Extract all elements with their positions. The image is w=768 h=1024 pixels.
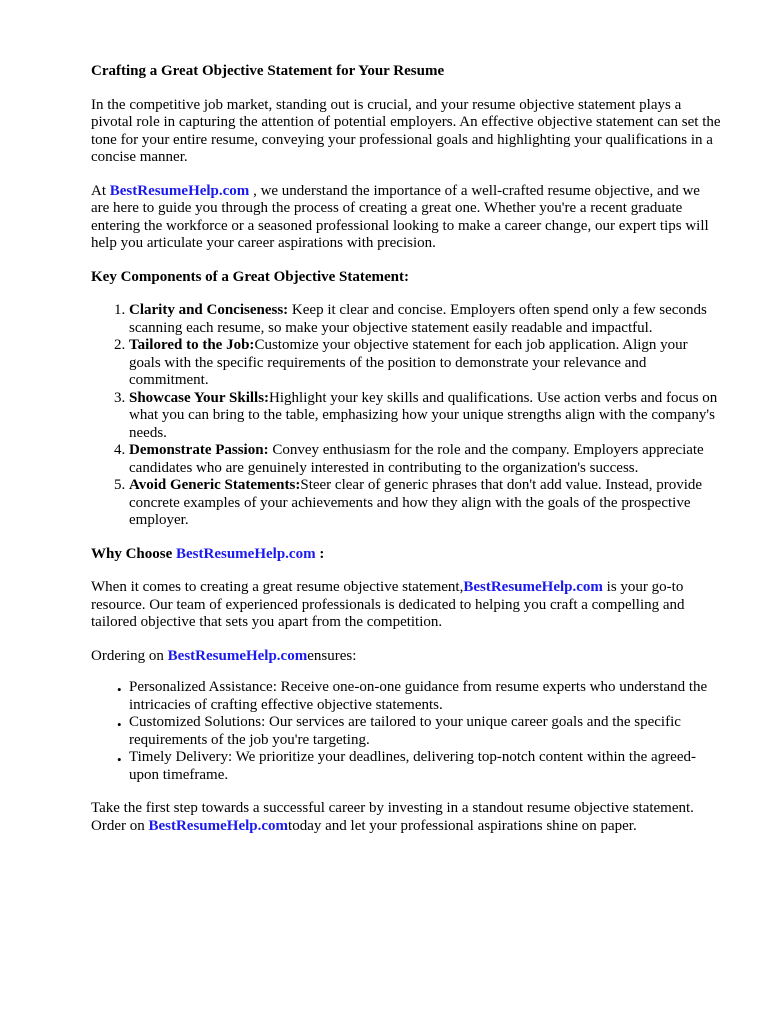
benefit-text: Customized Solutions: Our services are tailored to your unique career goals and the specific requirements of the job you're targeting. bbox=[129, 714, 681, 748]
components-list bbox=[91, 302, 722, 530]
intro-paragraph: In the competitive job market, standing out is crucial, and your resume objective statement plays a pivotal role in capturing the attention of potential employers. An effective objective statement can set the tone for your entire resume, conveying your professional goals and highlighting your qualifications in a concise manner. bbox=[91, 96, 721, 165]
brand-link[interactable]: BestResumeHelp.com bbox=[463, 579, 603, 595]
why-prefix: Why Choose bbox=[91, 545, 177, 562]
ordering-prefix: Ordering on bbox=[91, 647, 168, 664]
list-item bbox=[117, 749, 722, 784]
components-heading: Key Components of a Great Objective Statement: bbox=[91, 268, 409, 285]
benefit-text: Personalized Assistance: Receive one-on-one guidance from resume experts who understand the intricacies of crafting effective objective statements. bbox=[129, 679, 708, 713]
component-text: Keep it clear and concise. Employers often spend only a few seconds scanning each resume, so make your objective statement easily readable and impactful. bbox=[129, 302, 707, 336]
resource-suffix: is your go-to resource. Our team of experienced professionals is dedicated to helping you craft a compelling and tailored objective that sets you apart from the competition. bbox=[91, 579, 685, 630]
about-suffix: , we understand the importance of a well-crafted resume objective, and we are here to guide you through the process of creating a great one. Whether you're a recent graduate entering the workforce or a seasoned professional looking to make a career change, our expert tips will help you articulate your career aspirations with precision. bbox=[91, 182, 709, 251]
list-item bbox=[129, 302, 722, 337]
about-prefix: At bbox=[91, 182, 110, 199]
why-suffix: : bbox=[315, 545, 325, 562]
component-text: Highlight your key skills and qualifications. Use action verbs and focus on what you can bring to the table, emphasizing how your unique strengths align with the company's needs. bbox=[129, 389, 718, 441]
bullet-icon: • bbox=[117, 752, 122, 767]
about-paragraph bbox=[91, 183, 722, 253]
benefit-text: Timely Delivery: We prioritize your deadlines, delivering top-notch content within the agreed-upon timeframe. bbox=[129, 749, 696, 783]
list-item bbox=[129, 337, 722, 390]
component-term: Tailored to the Job: bbox=[129, 337, 255, 353]
why-heading bbox=[91, 546, 722, 564]
closing-line: Take the first step towards a successful career by investing in a standout resume objective statement. bbox=[91, 800, 694, 816]
brand-link[interactable]: BestResumeHelp.com bbox=[148, 817, 289, 834]
closing-suffix: today and let your professional aspirations shine on paper. bbox=[288, 817, 637, 834]
benefits-list bbox=[91, 679, 722, 784]
bullet-icon: • bbox=[117, 682, 122, 697]
resource-prefix: When it comes to creating a great resume objective statement, bbox=[91, 579, 464, 595]
resource-paragraph bbox=[91, 579, 722, 632]
component-term: Demonstrate Passion: bbox=[129, 442, 269, 458]
component-term: Avoid Generic Statements: bbox=[129, 477, 301, 493]
list-item bbox=[129, 390, 722, 443]
component-text: Steer clear of generic phrases that don't add value. Instead, provide concrete examples of your achievements and how they align with the goals of the prospective employer. bbox=[129, 477, 703, 528]
component-term: Showcase Your Skills: bbox=[129, 389, 270, 406]
component-term: Clarity and Conciseness: bbox=[129, 302, 289, 318]
closing-prefix: Order on bbox=[91, 817, 149, 834]
bullet-icon: • bbox=[117, 717, 122, 732]
brand-link[interactable]: BestResumeHelp.com bbox=[167, 647, 308, 664]
closing-paragraph bbox=[91, 800, 722, 835]
ordering-paragraph bbox=[91, 648, 722, 666]
component-text: Convey enthusiasm for the role and the company. Employers appreciate candidates who are genuinely interested in contributing to the organization's success. bbox=[129, 442, 704, 476]
brand-link[interactable]: BestResumeHelp.com bbox=[176, 545, 316, 562]
component-text: Customize your objective statement for each job application. Align your goals with the specific requirements of the position to demonstrate your relevance and commitment. bbox=[129, 337, 688, 388]
list-item bbox=[129, 442, 722, 477]
list-item bbox=[129, 477, 722, 530]
list-item bbox=[117, 714, 722, 749]
ordering-suffix: ensures: bbox=[307, 647, 357, 664]
brand-link[interactable]: BestResumeHelp.com bbox=[109, 182, 250, 199]
document-title: Crafting a Great Objective Statement for Your Resume bbox=[91, 63, 445, 79]
list-item bbox=[117, 679, 722, 714]
